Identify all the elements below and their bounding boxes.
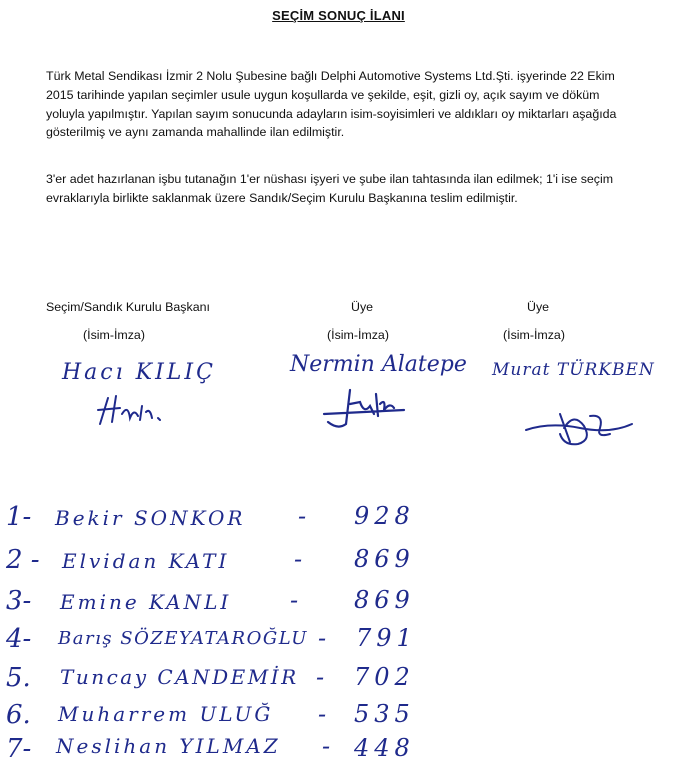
member1-signature [320,384,410,434]
vote-count: 791 [356,624,417,652]
member1-sublabel: (İsim-İmza) [327,328,389,342]
result-dash: - [294,545,303,573]
member1-handwritten-name: Nermin Alatepe [290,352,467,377]
candidate-name: Elvidan KATI [62,549,230,573]
vote-count: 702 [354,663,415,691]
member2-signature [520,404,640,454]
result-number: 7- [6,734,32,764]
result-dash: - [316,663,325,691]
candidate-name: Muharrem ULUĞ [58,702,274,726]
chairman-handwritten-name: Hacı KILIÇ [62,360,216,385]
candidate-name: Emine KANLI [60,590,232,614]
result-row [0,734,677,768]
distribution-paragraph: 3'er adet hazırlanan işbu tutanağın 1'er nüshası işyeri ve şube ilan tahtasında ilan edilmek; 1'i ise seçim evraklarıyla birlikte saklanmak üzere Sandık/Seçim Kurulu Başkanına teslim edilmiştir. [46,172,614,205]
result-dash: - [318,700,327,728]
chairman-signature [92,392,172,432]
result-number: 6. [6,700,31,730]
document-title: SEÇİM SONUÇ İLANI [272,8,405,23]
result-number: 5. [6,663,31,693]
candidate-name: Bekir SONKOR [55,506,246,530]
result-number: 3- [6,586,32,616]
result-row [0,663,677,703]
result-dash: - [318,624,327,652]
result-row [0,624,677,664]
member2-sublabel: (İsim-İmza) [503,328,565,342]
vote-count: 869 [354,586,415,614]
result-number: 4- [6,624,32,654]
vote-count: 928 [354,502,415,530]
chairman-sublabel: (İsim-İmza) [83,328,145,342]
member2-role-label: Üye [527,300,550,314]
member1-role-label: Üye [351,300,374,314]
candidate-name: Tuncay CANDEMİR [60,665,299,689]
result-row [0,586,677,626]
result-number: 2 - [6,545,40,575]
vote-count: 869 [354,545,415,573]
result-dash: - [290,586,299,614]
intro-paragraph: Türk Metal Sendikası İzmir 2 Nolu Şubesine bağlı Delphi Automotive Systems Ltd.Şti. işyerinde 22 Ekim 2015 tarihinde yapılan seçimler usule uygun koşullarda ve şekilde, eşit, gizli oy, açık sayım ve döküm yoluyla yapılmıştır. Yapılan sayım sonucunda adayların isim-soyisimleri ve aldıkları oy miktarları aşağıda gösterilmiş ve aynı zamanda mahallinde ilan edilmiştir. [46,69,617,140]
chairman-role-label: Seçim/Sandık Kurulu Başkanı [46,300,210,314]
result-row [0,545,677,585]
result-dash: - [322,732,331,760]
result-number: 1- [6,502,32,532]
candidate-name: Barış SÖZEYATAROĞLU [58,628,308,649]
candidate-name: Neslihan YILMAZ [56,734,281,758]
result-row [0,502,677,542]
result-dash: - [298,502,307,530]
vote-count: 448 [354,734,415,762]
vote-count: 535 [354,700,415,728]
member2-handwritten-name: Murat TÜRKBEN [492,360,655,380]
